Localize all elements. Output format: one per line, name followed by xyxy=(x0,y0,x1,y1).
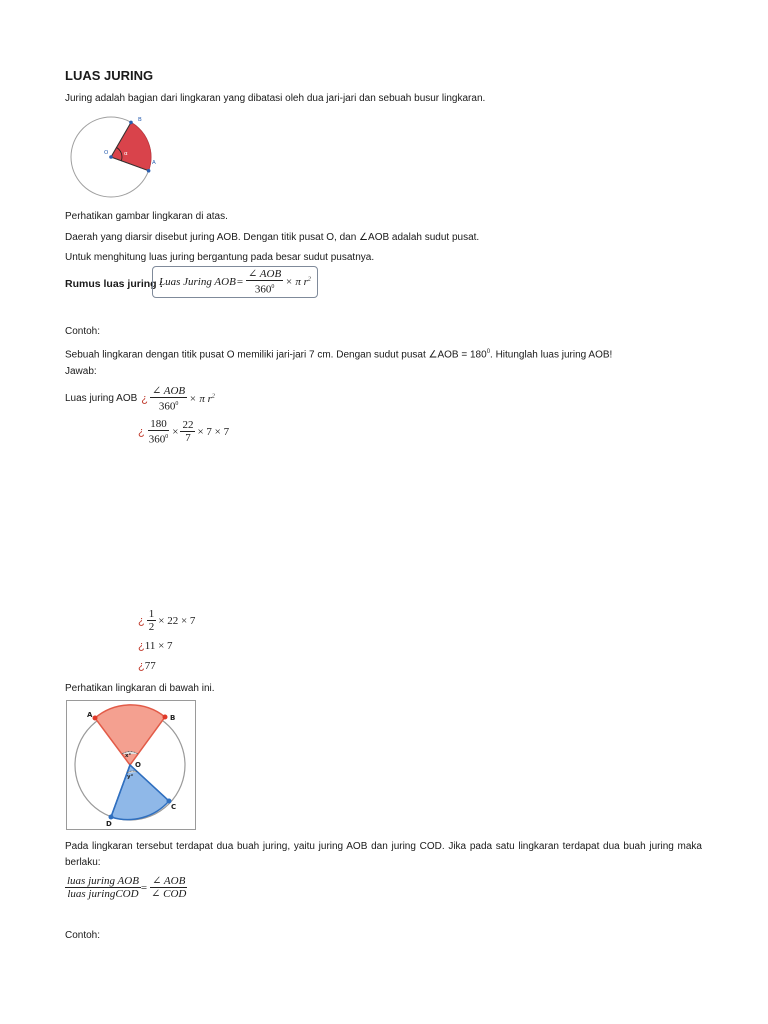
label-c: C xyxy=(171,803,177,811)
label-angle: α xyxy=(124,151,128,157)
figure-sector-aob xyxy=(66,112,166,202)
label-a: A xyxy=(152,160,156,166)
contoh-1-label: Contoh: xyxy=(65,326,101,337)
figure-two-sectors-svg xyxy=(67,701,195,829)
formula-den: $360^0$ xyxy=(254,283,275,296)
formula-num: ∠ AOB xyxy=(248,268,282,281)
label-b: B xyxy=(170,714,176,722)
formula-fraction xyxy=(246,268,283,296)
point-o xyxy=(109,155,113,159)
ratio-left: $\frac{\text{luas juring AOB}}{\text{luas juringCOD}}$ xyxy=(67,875,139,900)
paragraph-4: Perhatikan lingkaran di bawah ini. xyxy=(65,683,215,694)
paragraph-2: Daerah yang diarsir disebut juring AOB. Dengan titik pusat O, dan ∠AOB adalah sudut pusat. xyxy=(65,232,480,243)
rumus-label: Rumus luas juring : xyxy=(65,278,164,290)
label-d: D xyxy=(106,820,112,828)
label-y: y° xyxy=(127,774,134,780)
formula-box xyxy=(152,266,318,298)
formula-lhs: Luas Juring AOB xyxy=(159,276,236,288)
step-5: ¿ 77 xyxy=(138,660,156,672)
ratio-formula: $\frac{\text{luas juring AOB}}{\text{luas juringCOD}}$ = $\frac{\text{∠ AOB}}{\text{∠ COD}}$ xyxy=(67,875,187,900)
point-b xyxy=(129,121,133,125)
label-o: O xyxy=(135,761,141,769)
point-d xyxy=(109,815,114,820)
contoh-1-text: Sebuah lingkaran dengan titik pusat O memiliki jari-jari 7 cm. Dengan sudut pusat ∠AOB = $180^0$. Hitunglah luas juring AOB! xyxy=(65,349,613,361)
formula-rest: × π $r^2$ xyxy=(285,276,311,288)
intro-text: Juring adalah bagian dari lingkaran yang dibatasi oleh dua jari-jari dan sebuah busur lingkaran. xyxy=(65,93,486,104)
paragraph-3: Untuk menghitung luas juring bergantung pada besar sudut pusatnya. xyxy=(65,252,375,263)
paragraph-5b: berlaku: xyxy=(65,857,101,868)
contoh-2-label: Contoh: xyxy=(65,930,101,941)
step-2-sym: ¿ xyxy=(138,425,145,438)
step-3-sym: ¿ xyxy=(138,614,145,627)
label-o: O xyxy=(104,150,109,156)
step-2: ¿ $\frac{180}{360^0}$ × $\frac{22}{7}$ × 7 × 7 xyxy=(138,418,230,446)
label-a: A xyxy=(87,711,93,719)
label-x: x° xyxy=(125,753,132,759)
step-1-fraction: $\frac{\text{∠ AOB}}{360^0}$ xyxy=(152,385,186,413)
figure-two-sectors xyxy=(66,700,196,830)
step-1-sym: ¿ xyxy=(141,392,148,405)
paragraph-5: Pada lingkaran tersebut terdapat dua buah juring, yaitu juring AOB dan juring COD. Jika pada satu lingkaran terdapat dua buah juring maka xyxy=(65,841,702,852)
jawab-label: Jawab: xyxy=(65,366,97,377)
step-2-fraction-2: $\frac{22}{7}$ xyxy=(182,419,194,445)
point-a xyxy=(93,716,98,721)
ratio-right: $\frac{\text{∠ AOB}}{\text{∠ COD}}$ xyxy=(151,875,187,900)
paragraph-1: Perhatikan gambar lingkaran di atas. xyxy=(65,211,228,222)
step-3: ¿ $\frac{1}{2}$ × 22 × 7 xyxy=(138,608,196,633)
point-b xyxy=(163,715,168,720)
formula-eq: = xyxy=(236,276,244,288)
point-a xyxy=(147,169,151,173)
step-4: ¿ 11 × 7 xyxy=(138,640,173,652)
step-3-fraction: $\frac{1}{2}$ xyxy=(148,608,155,633)
step-2-fraction-1: $\frac{180}{360^0}$ xyxy=(148,418,169,446)
page-title: LUAS JURING xyxy=(65,68,154,83)
step-1: Luas juring AOB ¿ $\frac{\text{∠ AOB}}{360^0}$ × π $r^2$ xyxy=(65,385,215,413)
step-1-label: Luas juring AOB xyxy=(65,393,138,405)
label-b: B xyxy=(138,117,142,123)
